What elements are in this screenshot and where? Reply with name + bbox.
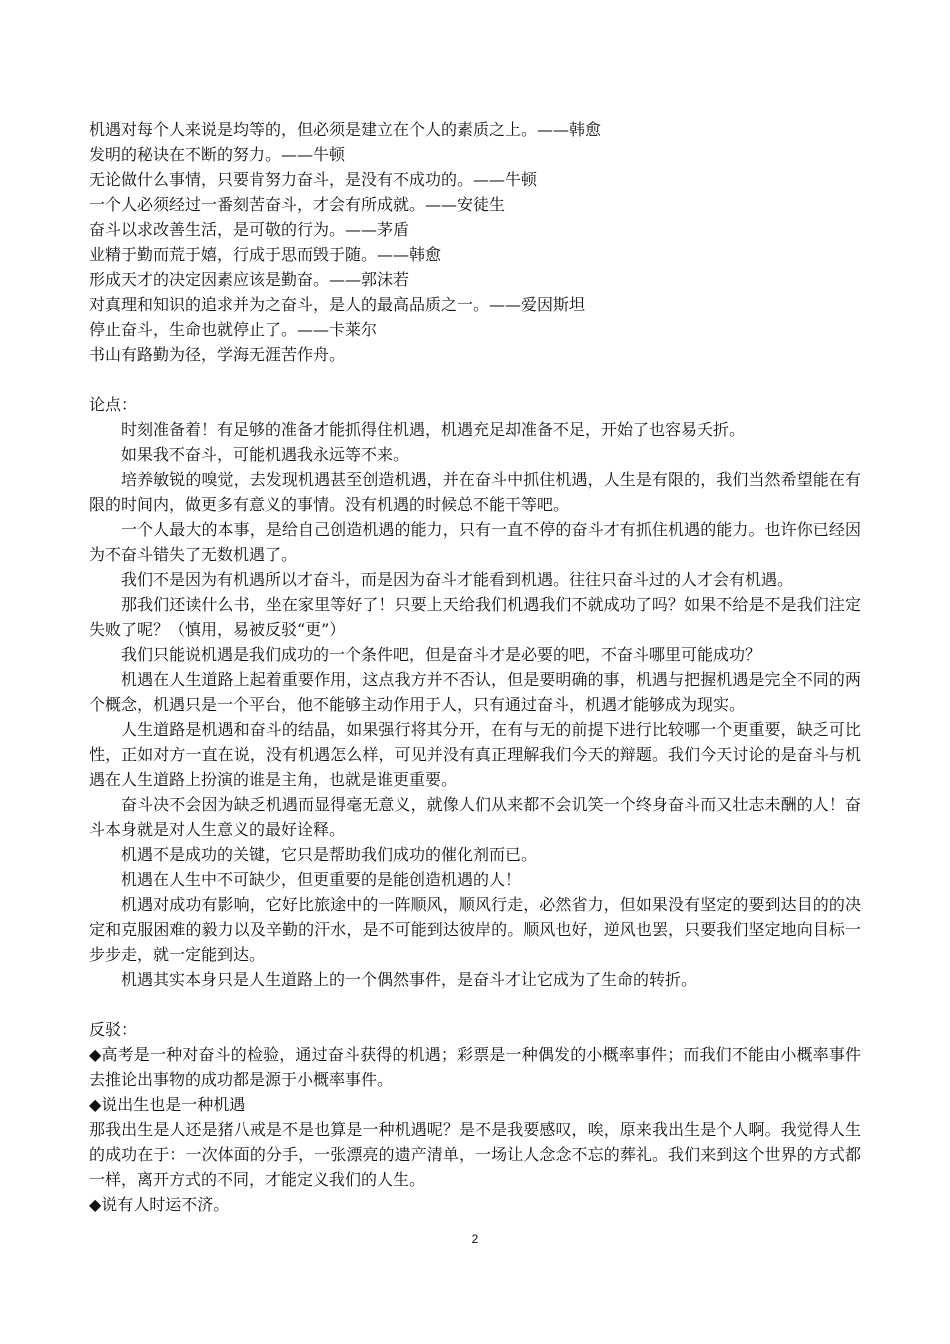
argument-paragraph: 我们只能说机遇是我们成功的一个条件吧，但是奋斗才是必要的吧，不奋斗哪里可能成功？: [121, 645, 762, 664]
quote-line: 无论做什么事情，只要肯努力奋斗，是没有不成功的。——牛顿: [89, 170, 538, 189]
quotes-section: [89, 117, 861, 367]
argument-paragraph: 人生道路是机遇和奋斗的结晶，如果强行将其分开，在有与无的前提下进行比较哪一个更重要，缺乏可比性，正如对方一直在说，没有机遇怎么样，可见并没有真正理解我们今天的辩题。我们今天讨论的是奋斗与机遇在人生道路上扮演的谁是主角，也就是谁更重要。: [89, 720, 861, 789]
document-body: [89, 117, 861, 1217]
quote-line: 对真理和知识的追求并为之奋斗，是人的最高品质之一。——爱因斯坦: [89, 295, 586, 314]
quote-line: 发明的秘诀在不断的努力。——牛顿: [89, 145, 346, 164]
quote-line: 形成天才的决定因素应该是勤奋。——郭沫若: [89, 270, 410, 289]
page-number: 2: [471, 1232, 479, 1246]
rebuttal-paragraph: ◆说出生也是一种机遇: [89, 1095, 246, 1114]
quote-line: 业精于勤而荒于嬉，行成于思而毁于随。——韩愈: [89, 245, 442, 264]
argument-paragraph: 机遇在人生道路上起着重要作用，这点我方并不否认，但是要明确的事，机遇与把握机遇是完全不同的两个概念，机遇只是一个平台，他不能够主动作用于人，只有通过奋斗，机遇才能够成为现实。: [89, 670, 861, 714]
rebuttal-paragraph: 那我出生是人还是猪八戒是不是也算是一种机遇呢？是不是我要感叹，唉，原来我出生是个人啊。我觉得人生的成功在于：一次体面的分手，一张漂亮的遗产清单，一场让人念念不忘的葬礼。我们来到这个世界的方式都一样，离开方式的不同，才能定义我们的人生。: [89, 1120, 861, 1189]
argument-paragraph: 机遇在人生中不可缺少，但更重要的是能创造机遇的人！: [121, 870, 522, 889]
rebuttal-heading: 反驳：: [89, 1020, 138, 1039]
quote-line: 书山有路勤为径，学海无涯苦作舟。: [89, 345, 346, 364]
rebuttal-paragraph: ◆说有人时运不济。: [89, 1195, 230, 1214]
argument-paragraph: 如果我不奋斗，可能机遇我永远等不来。: [121, 445, 410, 464]
argument-paragraph: 奋斗决不会因为缺乏机遇而显得毫无意义，就像人们从来都不会讥笑一个终身奋斗而又壮志未酬的人！奋斗本身就是对人生意义的最好诠释。: [89, 795, 861, 839]
quote-line: 停止奋斗，生命也就停止了。——卡莱尔: [89, 320, 378, 339]
argument-paragraph: 机遇其实本身只是人生道路上的一个偶然事件，是奋斗才让它成为了生命的转折。: [121, 970, 698, 989]
argument-paragraph: 一个人最大的本事，是给自己创造机遇的能力，只有一直不停的奋斗才有抓住机遇的能力。也许你已经因为不奋斗错失了无数机遇了。: [89, 520, 861, 564]
quote-line: 一个人必须经过一番刻苦奋斗，才会有所成就。——安徒生: [89, 195, 506, 214]
argument-paragraph: 机遇对成功有影响，它好比旅途中的一阵顺风，顺风行走，必然省力，但如果没有坚定的要到达目的的决定和克服困难的毅力以及辛勤的汗水，是不可能到达彼岸的。顺风也好，逆风也罢，只要我们坚定地向目标一步步走，就一定能到达。: [89, 895, 861, 964]
argument-paragraph: 我们不是因为有机遇所以才奋斗，而是因为奋斗才能看到机遇。往往只奋斗过的人才会有机遇。: [121, 570, 794, 589]
rebuttal-section: [89, 1017, 861, 1217]
argument-paragraph: 那我们还读什么书，坐在家里等好了！只要上天给我们机遇我们不就成功了吗？如果不给是不是我们注定失败了呢？（慎用，易被反驳“更”）: [89, 595, 861, 639]
argument-paragraph: 机遇不是成功的关键，它只是帮助我们成功的催化剂而已。: [121, 845, 538, 864]
rebuttal-paragraph: ◆高考是一种对奋斗的检验，通过奋斗获得的机遇；彩票是一种偶发的小概率事件；而我们不能由小概率事件去推论出事物的成功都是源于小概率事件。: [89, 1045, 861, 1089]
arguments-heading: 论点：: [89, 395, 138, 414]
arguments-section: [89, 392, 861, 992]
quote-line: 机遇对每个人来说是均等的，但必须是建立在个人的素质之上。——韩愈: [89, 120, 602, 139]
argument-paragraph: 培养敏锐的嗅觉，去发现机遇甚至创造机遇，并在奋斗中抓住机遇，人生是有限的，我们当然希望能在有限的时间内，做更多有意义的事情。没有机遇的时候总不能干等吧。: [89, 470, 861, 514]
argument-paragraph: 时刻准备着！有足够的准备才能抓得住机遇，机遇充足却准备不足，开始了也容易夭折。: [121, 420, 746, 439]
quote-line: 奋斗以求改善生活，是可敬的行为。——茅盾: [89, 220, 410, 239]
